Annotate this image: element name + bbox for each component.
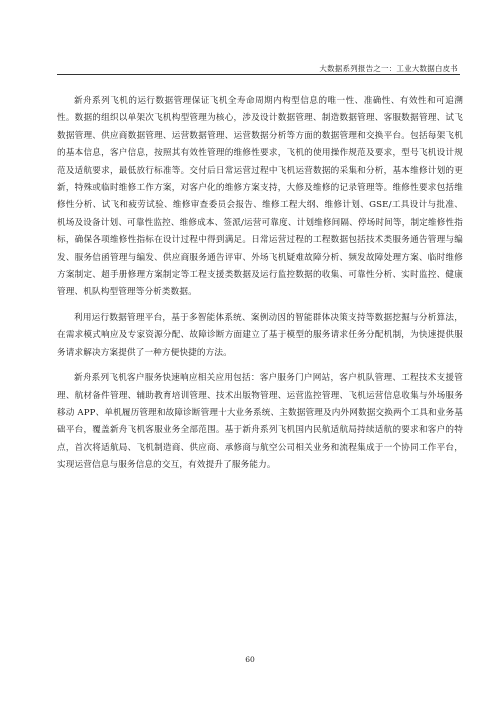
body-text — [57, 93, 463, 483]
page-number: 60 — [245, 655, 255, 664]
running-header: 大数据系列报告之一：工业大数据白皮书 — [319, 64, 458, 73]
paragraph-customer-service: 新舟系列飞机客户服务快速响应相关应用包括：客户服务门户网站，客户机队管理、工程技术支援管理、航材备件管理、辅助教育培训管理、技术出版物管理、运营监控管理、飞机运营信息收集与外场服务移动 APP、单机履历管理和故障诊断管理十大业务系统、主数据管理及内外网数据交换两个工具和业务基础平台，覆盖新舟飞机客服业务全部范围。基于新舟系列飞机国内民航适航局持续适航的要求和客户的特点，首次将适航局、飞机制造商、供应商、承修商与航空公司相关业务和流程集成于一个协同工作平台，实现运营信息与服务信息的交互，有效提升了服务能力。 — [57, 373, 463, 471]
paragraph-data-platform: 利用运行数据管理平台，基于多智能体系统、案例动因的智能群体决策支持等数据挖掘与分析算法，在需求模式响应及专家资源分配、故障诊断方面建立了基于模型的服务请求任务分配机制，为快速提供服务请求解决方案提供了一种方便快捷的方法。 — [57, 312, 463, 358]
header-divider — [57, 74, 460, 75]
paragraph-operations-data: 新舟系列飞机的运行数据管理保证飞机全寿命周期内构型信息的唯一性、准确性、有效性和可追溯性。数据的组织以单架次飞机构型管理为核心，涉及设计数据管理、制造数据管理、客服数据管理、试飞数据管理、供应商数据管理、运营数据管理、运营数据分析等方面的数据管理和交换平台。包括每架飞机的基本信息，客户信息，按照其有效性管理的维修性要求，飞机的使用操作规范及要求，型号飞机设计规范及适航要求，最低放行标准等。交付后日常运营过程中飞机运营数据的采集和分析，基本维修计划的更新，特殊或临时维修工作方案，对客户化的维修方案支持，大修及维修的记录管理等。维修性要求包括维修性分析、试飞和疲劳试验、维修审查委员会报告、维修工程大纲、维修计划、GSE/工具设计与批准、机场及设备计划、可靠性监控、维修成本、签派/运营可靠度、计划维修间隔、停场时间等，制定维修性指标，确保各项维修性指标在设计过程中得到满足。日常运营过程的工程数据包括技术类服务通告管理与编发、服务信函管理与编发、供应商服务通告评审、外场飞机疑难故障分析、频发故障处理方案、临时维修方案制定、超手册修理方案制定等工程支援类数据及运行监控数据的收集、可靠性分析、实时监控、健康管理、机队构型管理等分析类数据。 — [57, 96, 463, 298]
